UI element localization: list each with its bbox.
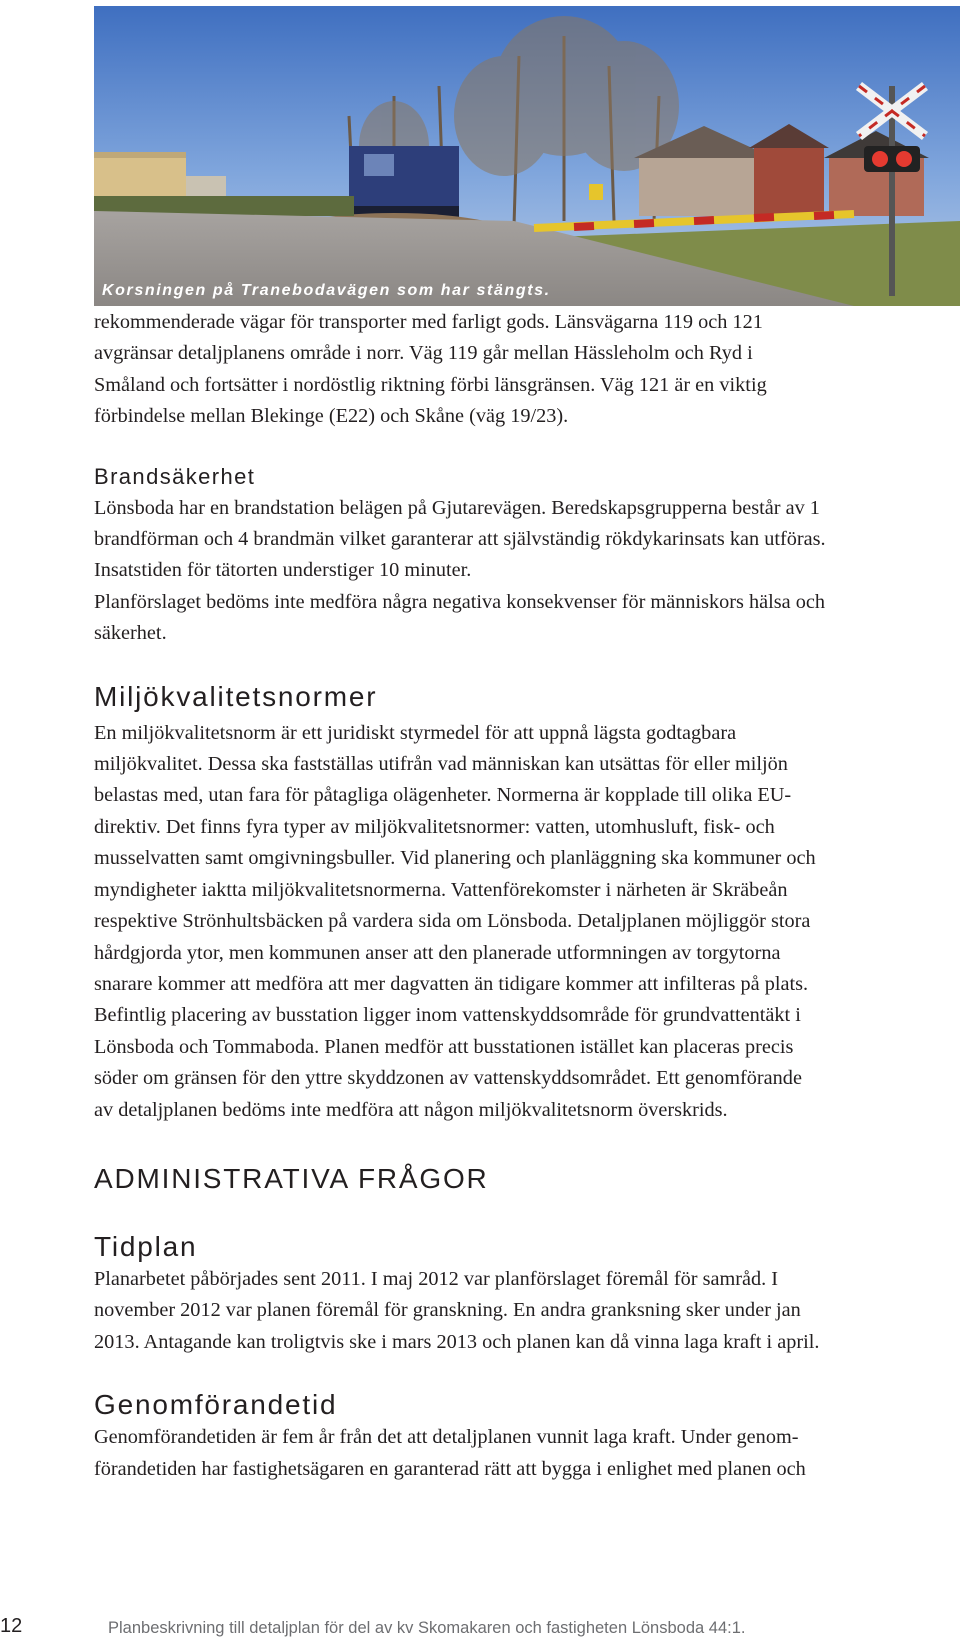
paragraph-line: Planarbetet påbörjades sent 2011. I maj 2012 var planförslaget föremål för samråd. I: [94, 1267, 779, 1290]
page-number: 12: [0, 1615, 23, 1637]
paragraph-line: november 2012 var planen föremål för granskning. En andra granksning sker under jan: [94, 1299, 801, 1322]
paragraph-line: söder om gränsen för den yttre skyddzonen av vattenskyddsområdet. Ett genomförande: [94, 1067, 802, 1090]
brandsakerhet-section: [94, 463, 960, 650]
paragraph-line: rekommenderade vägar för transporter med farligt gods. Länsvägarna 119 och 121: [94, 311, 763, 333]
paragraph-line: myndigheter iaktta miljökvalitetsnormerna. Vattenförekomster i närheten är Skräbeån: [94, 878, 788, 901]
paragraph-line: Planförslaget bedöms inte medföra några negativa konsekvenser för människors hälsa och: [94, 590, 826, 613]
paragraph-line: direktiv. Det finns fyra typer av miljökvalitetsnormer: vatten, utomhusluft, fisk- och: [94, 815, 775, 838]
paragraph-line: förandetiden har fastighetsägaren en garanterad rätt att bygga i enlighet med planen och: [94, 1457, 806, 1480]
paragraph-line: musselvatten samt omgivningsbuller. Vid planering och planläggning ska kommuner och: [94, 847, 816, 870]
paragraph-line: förbindelse mellan Blekinge (E22) och Skåne (väg 19/23).: [94, 405, 569, 428]
paragraph-line: respektive Strönhultsbäcken på vardera sida om Lönsboda. Detaljplanen möjliggör stora: [94, 910, 811, 933]
document-body: [94, 307, 960, 1485]
section-heading: Brandsäkerhet: [94, 463, 256, 489]
miljokvalitetsnormer-section: [94, 680, 960, 1126]
tidplan-section: [94, 1230, 960, 1358]
paragraph-line: hårdgjorda ytor, men kommunen anser att den planerade utformningen av torgytorna: [94, 941, 781, 964]
paragraph-line: av detaljplanen bedöms inte medföra att någon miljökvalitetsnorm överskrids.: [94, 1098, 728, 1121]
chapter-heading: ADMINISTRATIVA FRÅGOR: [94, 1162, 489, 1194]
paragraph-line: Befintlig placering av busstation ligger inom vattenskyddsområde för grundvattentäkt i: [94, 1004, 801, 1027]
page-footer: [0, 1615, 960, 1645]
paragraph-line: Lönsboda och Tommaboda. Planen medför att busstationen istället kan placeras precis: [94, 1035, 794, 1058]
intro-section: [94, 307, 960, 433]
genomforandetid-section: [94, 1388, 960, 1485]
paragraph-line: Genomförandetiden är fem år från det att detaljplanen vunnit laga kraft. Under genom-: [94, 1426, 799, 1449]
paragraph-line: miljökvalitet. Dessa ska fastställas utifrån vad människan kan utsättas för eller miljön: [94, 753, 788, 776]
paragraph-line: Insatstiden för tätorten understiger 10 minuter.: [94, 559, 472, 582]
paragraph-line: avgränsar detaljplanens område i norr. Väg 119 går mellan Hässleholm och Ryd i: [94, 342, 753, 365]
footer-document-title: Planbeskrivning till detaljplan för del av kv Skomakaren och fastigheten Lönsboda 44:1.: [108, 1619, 746, 1637]
paragraph-line: 2013. Antagande kan troligtvis ske i mars 2013 och planen kan då vinna laga kraft i april.: [94, 1330, 820, 1353]
paragraph-line: Småland och fortsätter i nordöstlig riktning förbi länsgränsen. Väg 121 är en viktig: [94, 373, 767, 396]
photo-railway-crossing: [94, 6, 960, 306]
paragraph-line: brandförman och 4 brandmän vilket garanterar att självständig rökdykarinsats kan utföras.: [94, 528, 826, 551]
paragraph-line: belastas med, utan fara för påtagliga olägenheter. Normerna är kopplade till olika EU-: [94, 784, 792, 807]
photo-illustration: [94, 6, 960, 306]
section-heading: Genomförandetid: [94, 1389, 338, 1421]
paragraph-line: snarare kommer att medföra att mer dagvatten än tidigare kommer att infilteras på plats.: [94, 972, 809, 995]
paragraph-line: säkerhet.: [94, 622, 167, 645]
photo-caption: Korsningen på Tranebodavägen som har stängts.: [102, 282, 551, 299]
paragraph-line: En miljökvalitetsnorm är ett juridiskt styrmedel för att uppnå lägsta godtagbara: [94, 721, 737, 744]
paragraph-line: Lönsboda har en brandstation belägen på Gjutarevägen. Beredskapsgrupperna består av 1: [94, 496, 820, 519]
section-heading: Miljökvalitetsnormer: [94, 680, 378, 712]
section-heading: Tidplan: [94, 1230, 198, 1262]
